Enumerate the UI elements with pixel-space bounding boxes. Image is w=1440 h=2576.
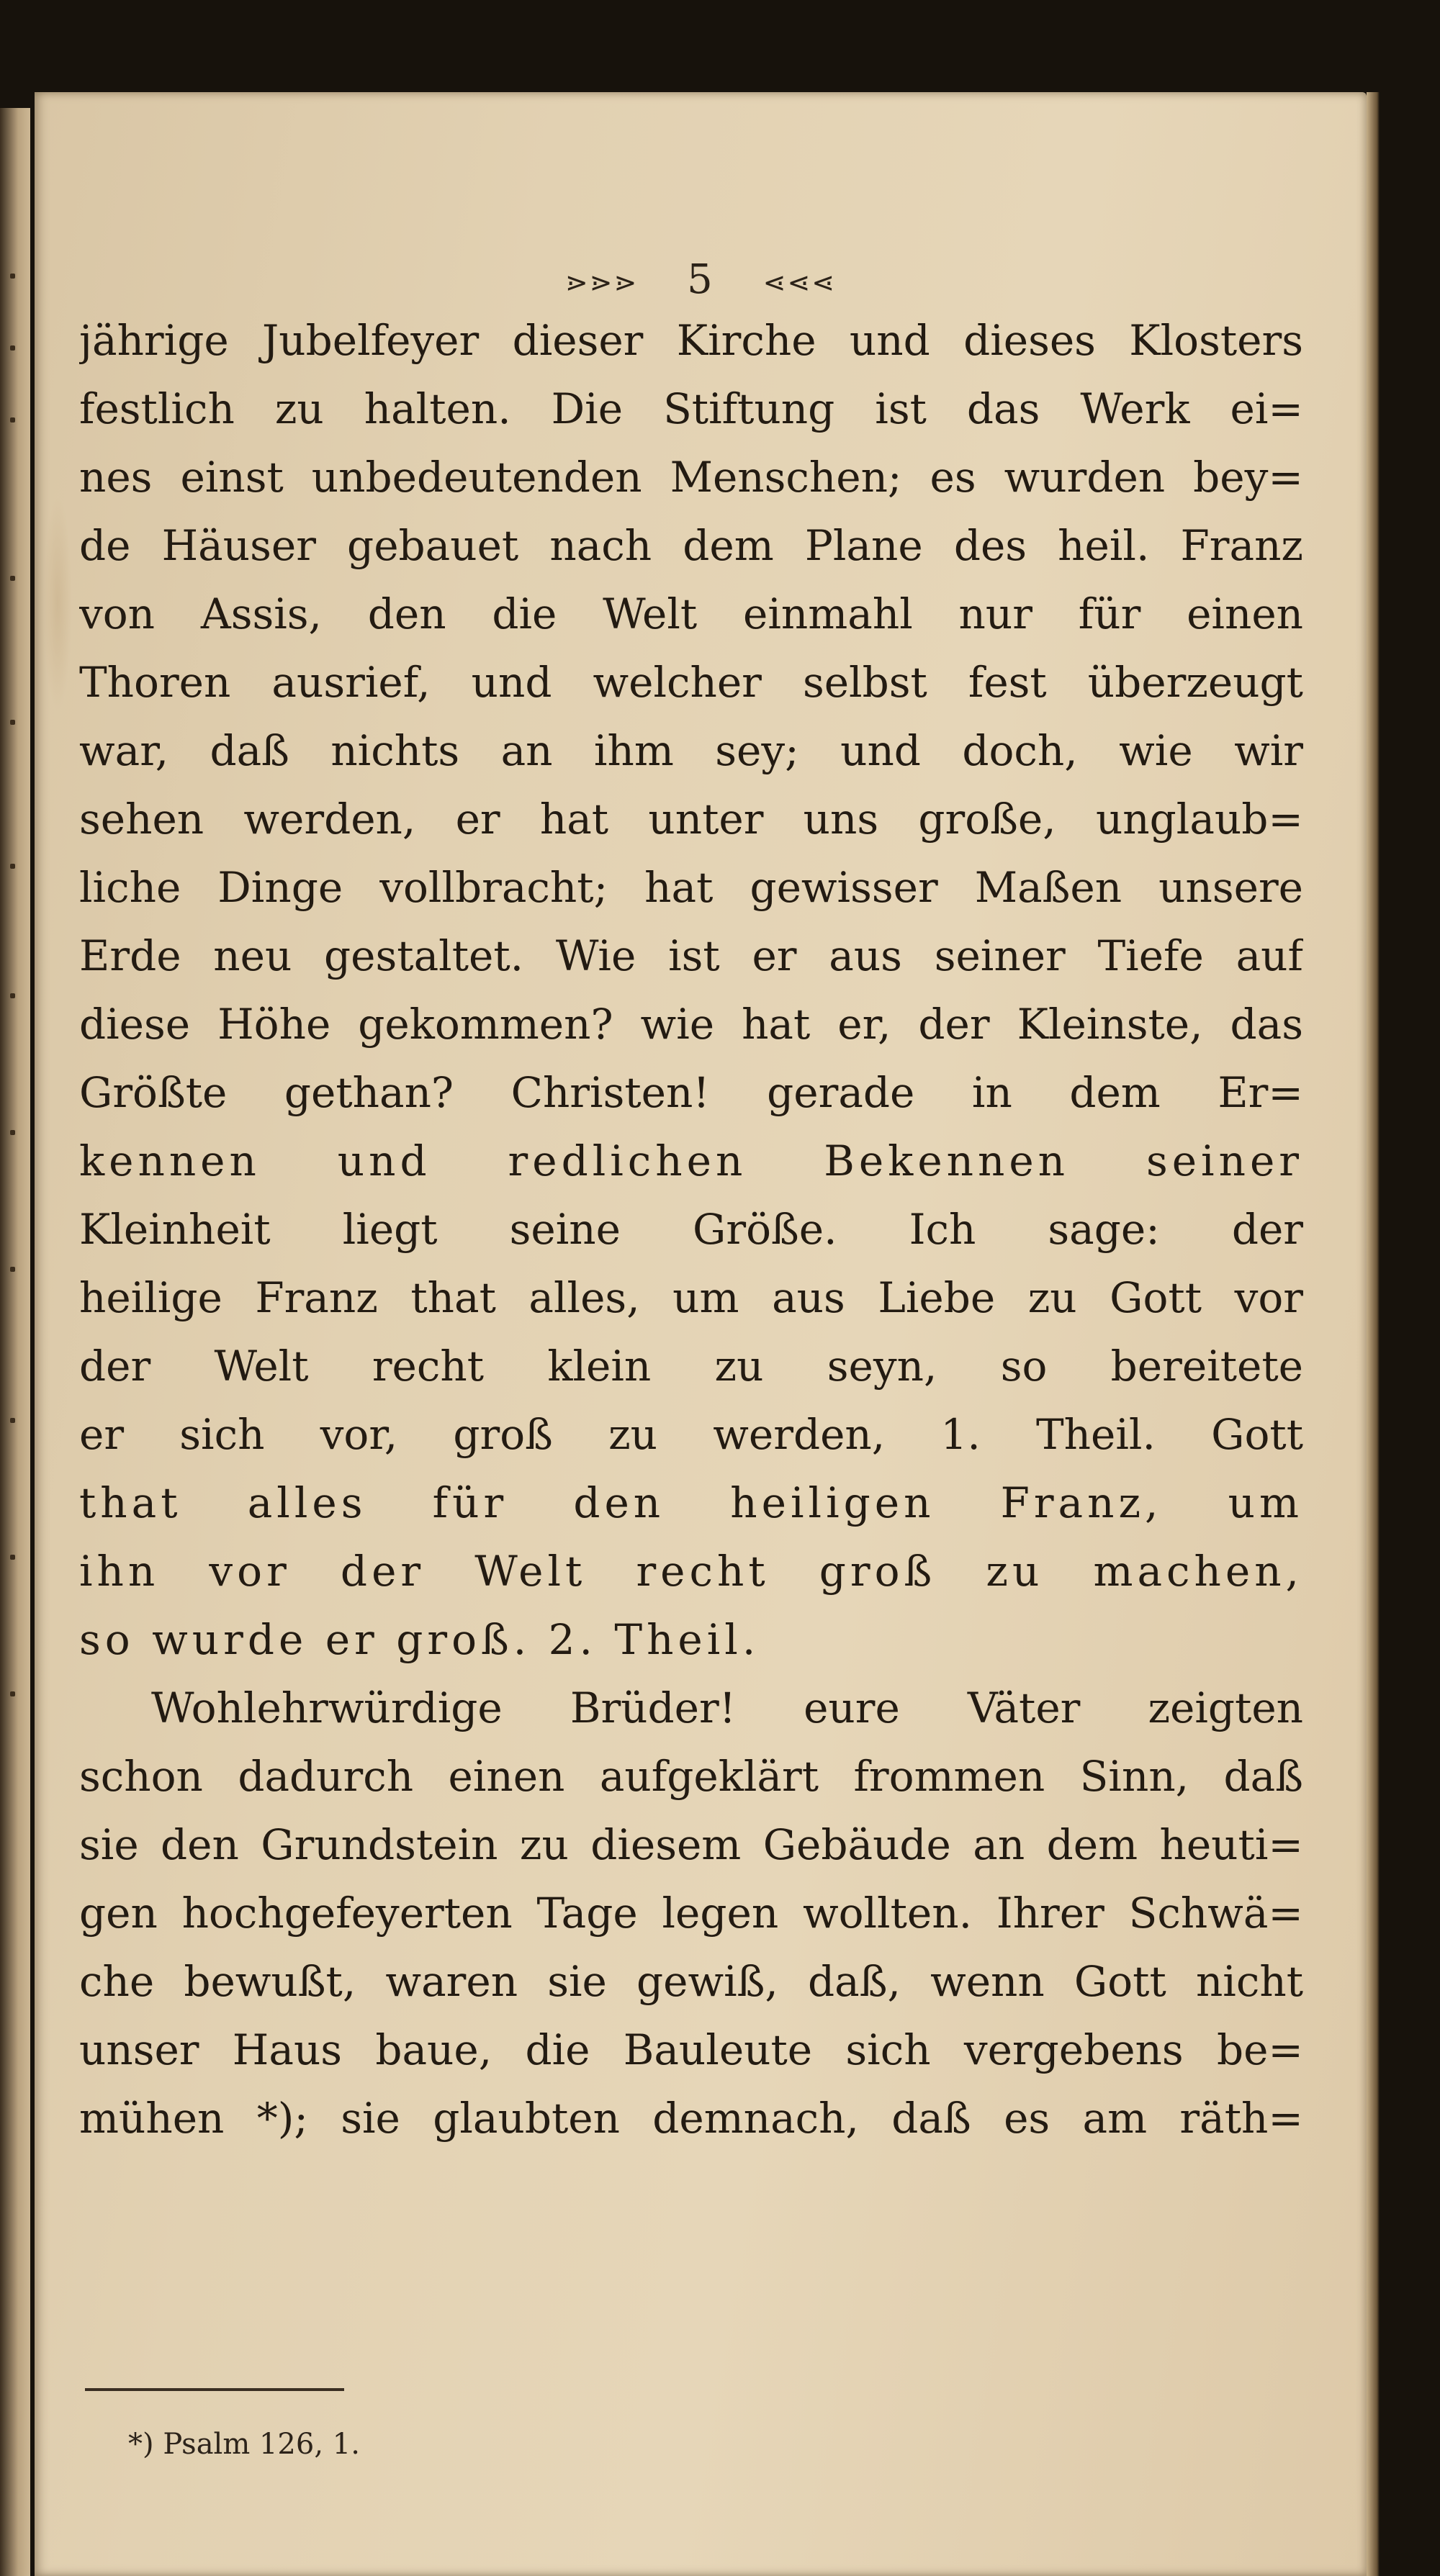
text-line: der Welt recht klein zu seyn, so bereitete xyxy=(79,1342,1303,1391)
adjacent-page-mark xyxy=(10,720,15,725)
page-header xyxy=(35,256,1367,303)
text-line: festlich zu halten. Die Stiftung ist das Werk ei= xyxy=(79,384,1303,433)
text-line: von Assis, den die Welt einmahl nur für einen xyxy=(79,589,1303,638)
text-line: unser Haus baue, die Bauleute sich vergebens be= xyxy=(79,2025,1303,2074)
text-line: Thoren ausrief, und welcher selbst fest überzeugt xyxy=(79,658,1303,707)
text-line: sie den Grundstein zu diesem Gebäude an dem heuti= xyxy=(79,1820,1303,1869)
header-ornament-right: ⋖⋖⋖ xyxy=(762,266,837,299)
adjacent-page-mark xyxy=(10,417,15,422)
text-line-emphasized: that alles für den heiligen Franz, um xyxy=(79,1478,1303,1527)
text-line-emphasized: kennen und redlichen Bekennen seiner xyxy=(79,1136,1303,1185)
adjacent-page-mark xyxy=(10,576,15,581)
text-line: Kleinheit liegt seine Größe. Ich sage: der xyxy=(79,1205,1303,1254)
footnote-divider xyxy=(85,2388,344,2391)
adjacent-page-edge xyxy=(0,108,30,2576)
adjacent-page-mark xyxy=(10,864,15,869)
text-line: che bewußt, waren sie gewiß, daß, wenn Gott nicht xyxy=(79,1957,1303,2006)
text-line-emphasized: so wurde er groß. 2. Theil. xyxy=(79,1615,760,1664)
adjacent-page-mark xyxy=(10,274,15,279)
text-line: schon dadurch einen aufgeklärt frommen Sinn, daß xyxy=(79,1752,1303,1801)
text-line-emphasized: ihn vor der Welt recht groß zu machen, xyxy=(79,1547,1303,1596)
text-line: mühen *); sie glaubten demnach, daß es am räth= xyxy=(79,2094,1303,2143)
book-page xyxy=(35,92,1367,2576)
text-line: Größte gethan? Christen! gerade in dem Er= xyxy=(79,1068,1303,1117)
text-line: er sich vor, groß zu werden, 1. Theil. Gott xyxy=(79,1410,1303,1459)
text-line: jährige Jubelfeyer dieser Kirche und dieses Klosters xyxy=(79,316,1303,365)
adjacent-page-mark xyxy=(10,993,15,998)
header-ornament-left: ⋗⋗⋗ xyxy=(564,266,639,299)
paper-stain xyxy=(43,495,72,711)
text-line: liche Dinge vollbracht; hat gewisser Maßen unsere xyxy=(79,863,1303,912)
text-line: de Häuser gebauet nach dem Plane des heil. Franz xyxy=(79,521,1303,570)
page-number: 5 xyxy=(687,256,714,303)
text-line: Erde neu gestaltet. Wie ist er aus seiner Tiefe auf xyxy=(79,931,1303,980)
text-line: gen hochgefeyerten Tage legen wollten. Ihrer Schwä= xyxy=(79,1889,1303,1938)
text-line: war, daß nichts an ihm sey; und doch, wie wir xyxy=(79,726,1303,775)
adjacent-page-mark xyxy=(10,1130,15,1135)
paragraph-start-line: Wohlehrwürdige Brüder! eure Väter zeigten xyxy=(151,1684,1303,1732)
adjacent-page-mark xyxy=(10,1267,15,1272)
text-line: heilige Franz that alles, um aus Liebe zu Gott vor xyxy=(79,1273,1303,1322)
adjacent-page-mark xyxy=(10,345,15,351)
text-line: sehen werden, er hat unter uns große, unglaub= xyxy=(79,795,1303,844)
adjacent-page-mark xyxy=(10,1418,15,1423)
adjacent-page-mark xyxy=(10,1691,15,1696)
adjacent-page-mark xyxy=(10,1555,15,1560)
text-line: nes einst unbedeutenden Menschen; es wurden bey= xyxy=(79,453,1303,502)
page-right-edge xyxy=(1367,92,1380,2576)
footnote: *) Psalm 126, 1. xyxy=(128,2428,360,2461)
text-line: diese Höhe gekommen? wie hat er, der Kleinste, das xyxy=(79,1000,1303,1049)
